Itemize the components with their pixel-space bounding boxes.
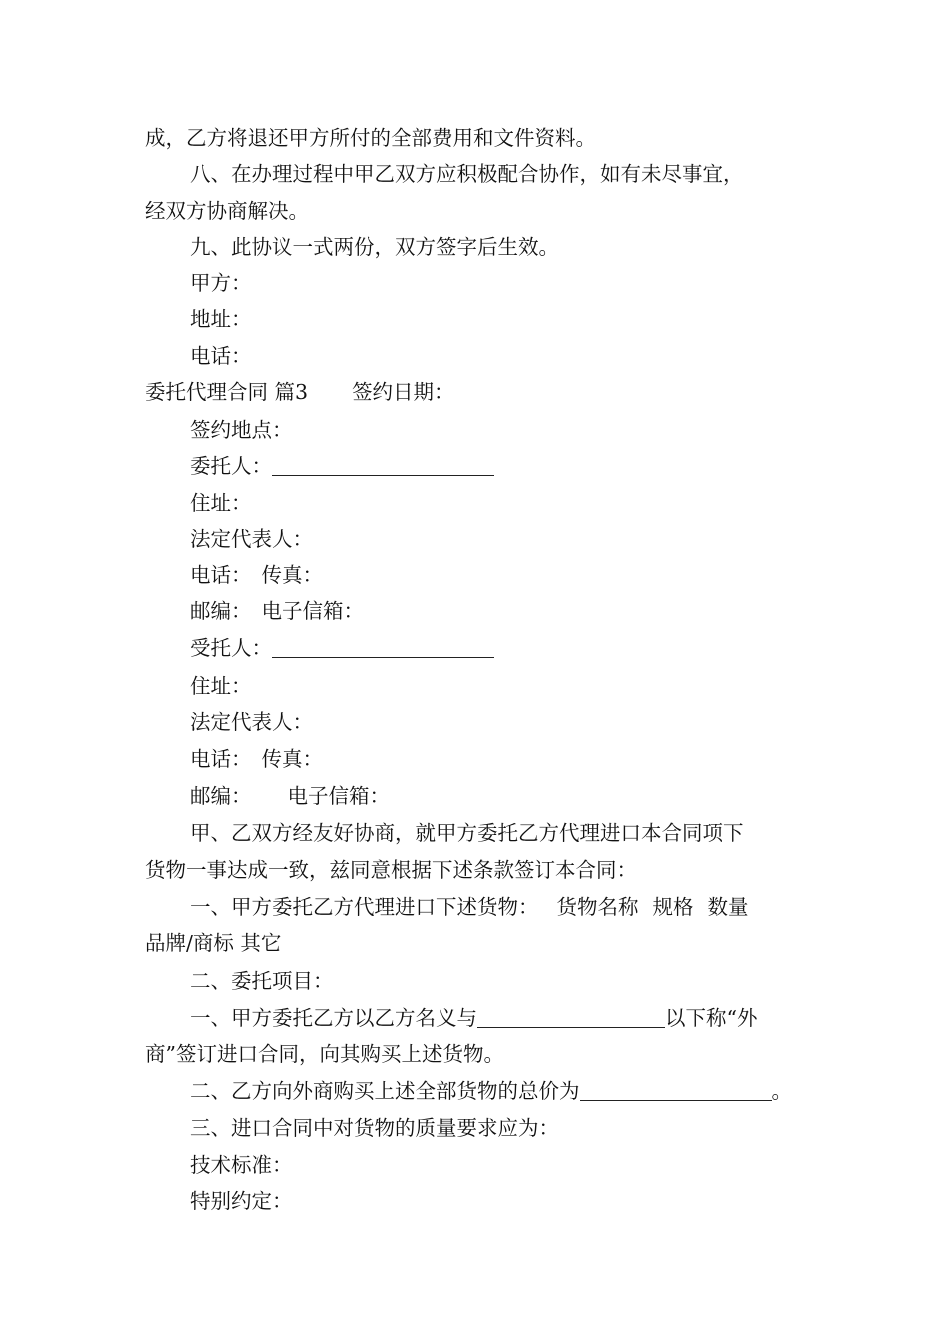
sign-date-label: 签约日期： xyxy=(352,380,455,404)
text-line: 甲方： xyxy=(190,271,252,295)
section-heading xyxy=(145,378,455,406)
text-line: 八、在办理过程中甲乙双方应积极配合协作，如有未尽事宜， xyxy=(190,162,744,186)
foreign-party-blank xyxy=(477,1007,665,1028)
fax-label: 传真： xyxy=(261,563,323,587)
text-line: 地址： xyxy=(190,307,252,331)
principal-field xyxy=(190,452,494,480)
special-terms-label: 特别约定： xyxy=(190,1189,293,1213)
phone-label: 电话： xyxy=(190,563,252,587)
column-quantity: 数量 xyxy=(707,895,749,919)
subclause-2-end: 。 xyxy=(771,1079,792,1103)
total-price-blank xyxy=(580,1080,772,1101)
contact-line xyxy=(190,561,323,589)
clause-1 xyxy=(190,893,749,921)
postal-line xyxy=(190,782,390,810)
agent-label: 受托人： xyxy=(190,636,272,660)
email-label: 电子信箱： xyxy=(261,599,364,623)
email-label: 电子信箱： xyxy=(287,784,390,808)
clause-2: 二、委托项目： xyxy=(190,969,334,993)
fax-label: 传真： xyxy=(261,747,323,771)
tech-standard-label: 技术标准： xyxy=(190,1153,293,1177)
subclause-3: 三、进口合同中对货物的质量要求应为： xyxy=(190,1116,559,1140)
subclause-1 xyxy=(190,1004,757,1032)
principal-blank xyxy=(272,455,494,476)
postcode-label: 邮编： xyxy=(190,599,252,623)
text-line: 电话： xyxy=(190,344,252,368)
agent-field xyxy=(190,634,494,662)
address-label: 住址： xyxy=(190,674,252,698)
section-title: 委托代理合同 篇3 xyxy=(145,380,309,404)
postal-line xyxy=(190,597,364,625)
subclause-1-suffix: 以下称“外 xyxy=(665,1006,758,1030)
subclause-1-cont: 商”签订进口合同，向其购买上述货物。 xyxy=(145,1042,504,1066)
principal-label: 委托人： xyxy=(190,454,272,478)
legal-rep-label: 法定代表人： xyxy=(190,527,313,551)
intro-paragraph: 货物一事达成一致，兹同意根据下述条款签订本合同： xyxy=(145,858,637,882)
agent-blank xyxy=(272,637,494,658)
column-spec: 规格 xyxy=(652,895,694,919)
phone-label: 电话： xyxy=(190,747,252,771)
sign-place-label: 签约地点： xyxy=(190,418,293,442)
subclause-2-text: 二、乙方向外商购买上述全部货物的总价为 xyxy=(190,1079,580,1103)
contact-line xyxy=(190,745,323,773)
clause-1-text: 一、甲方委托乙方代理进口下述货物： xyxy=(190,895,539,919)
address-label: 住址： xyxy=(190,491,252,515)
text-line: 九、此协议一式两份，双方签字后生效。 xyxy=(190,235,559,259)
legal-rep-label: 法定代表人： xyxy=(190,710,313,734)
text-line: 成，乙方将退还甲方所付的全部费用和文件资料。 xyxy=(145,126,596,150)
subclause-2 xyxy=(190,1077,792,1105)
text-line: 经双方协商解决。 xyxy=(145,199,309,223)
column-goods-name: 货物名称 xyxy=(556,895,639,919)
intro-paragraph: 甲、乙双方经友好协商，就甲方委托乙方代理进口本合同项下 xyxy=(190,821,744,845)
subclause-1-text: 一、甲方委托乙方以乙方名义与 xyxy=(190,1006,477,1030)
clause-1-columns: 品牌/商标 其它 xyxy=(145,931,282,955)
postcode-label: 邮编： xyxy=(190,784,252,808)
